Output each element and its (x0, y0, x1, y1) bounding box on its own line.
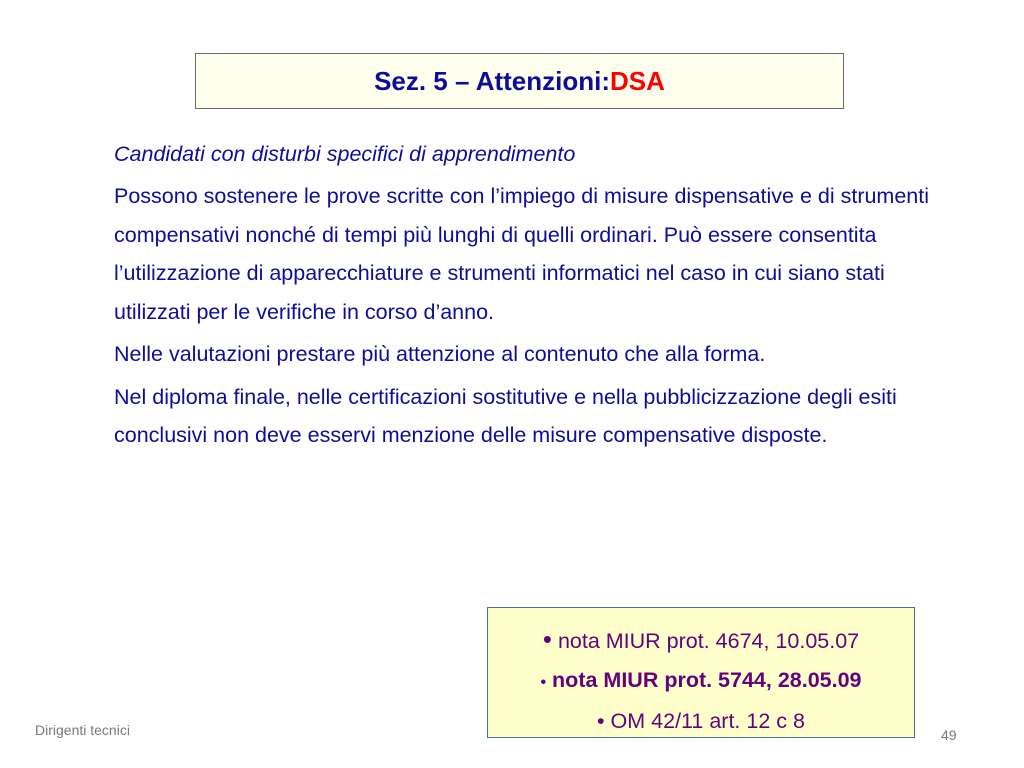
body-paragraph-2: Nelle valutazioni prestare più attenzione al contenuto che alla forma. (114, 342, 766, 366)
reference-item-1 (488, 620, 914, 661)
page-number: 49 (941, 727, 957, 743)
slide-title: Sez. 5 – Attenzioni: (374, 65, 611, 96)
slide-content (114, 136, 934, 459)
references-box (487, 607, 915, 738)
reference-text: OM 42/11 art. 12 c 8 (610, 709, 805, 733)
reference-text: nota MIUR prot. 4674, 10.05.07 (557, 629, 860, 653)
reference-item-2 (488, 661, 914, 702)
slide-title-accent: DSA (610, 65, 665, 96)
bullet-icon: • (540, 674, 547, 691)
footer-label: Dirigenti tecnici (35, 722, 130, 738)
bullet-icon: • (597, 709, 605, 733)
body-paragraph-1: Possono sostenere le prove scritte con l’impiego di misure dispensative e di strumenti compensativi nonché di tempi più lunghi di quelli ordinari. Può essere consentita l’utilizzazione di apparecchiature e strumenti informatici nel caso in cui siano stati utilizzati per le verifiche in corso d’anno. (114, 184, 930, 324)
reference-item-3 (488, 702, 914, 741)
slide-title-box (195, 53, 844, 109)
slide-subtitle: Candidati con disturbi specifici di apprendimento (114, 142, 576, 166)
reference-text: nota MIUR prot. 5744, 28.05.09 (552, 668, 862, 692)
bullet-icon: • (542, 624, 552, 654)
body-paragraph-3: Nel diploma finale, nelle certificazioni sostitutive e nella pubblicizzazione degli esiti conclusivi non deve esservi menzione delle misure compensative disposte. (114, 384, 897, 447)
